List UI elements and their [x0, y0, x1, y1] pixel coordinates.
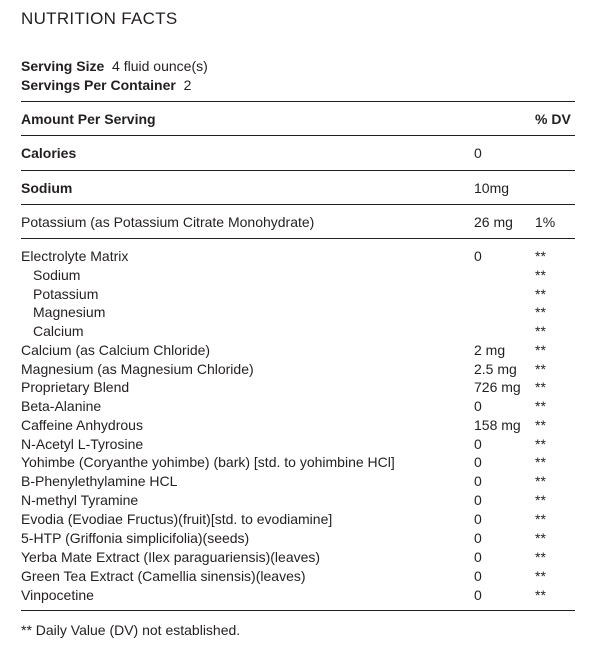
ingredient-name: Potassium	[33, 286, 99, 302]
ingredient-row	[21, 378, 575, 397]
sodium-amount: 10mg	[474, 180, 510, 196]
amount-header-row	[21, 110, 575, 129]
serving-size-value: 4 fluid ounce(s)	[112, 58, 208, 74]
potassium-dv: 1%	[535, 214, 556, 230]
ingredient-name: Beta-Alanine	[21, 398, 102, 414]
ingredient-row	[21, 285, 575, 304]
ingredient-dv: **	[535, 436, 546, 452]
ingredient-amount: 0	[474, 473, 482, 489]
amount-per-serving-label: Amount Per Serving	[21, 111, 156, 127]
ingredient-dv: **	[535, 267, 546, 283]
panel-title: NUTRITION FACTS	[21, 9, 178, 28]
dv-header-label: % DV	[535, 111, 571, 127]
ingredient-dv: **	[535, 248, 546, 264]
ingredient-row	[21, 247, 575, 266]
divider	[21, 204, 575, 205]
ingredient-row	[21, 453, 575, 472]
ingredient-name: Proprietary Blend	[21, 379, 130, 395]
ingredient-name: Calcium (as Calcium Chloride)	[21, 342, 211, 358]
ingredient-name: N-Acetyl L-Tyrosine	[21, 436, 144, 452]
ingredient-dv: **	[535, 417, 546, 433]
ingredient-dv: **	[535, 361, 546, 377]
ingredient-dv: **	[535, 379, 546, 395]
calories-amount: 0	[474, 145, 482, 161]
servings-per-container-line	[21, 76, 208, 95]
ingredient-amount: 0	[474, 436, 482, 452]
ingredient-name: Electrolyte Matrix	[21, 248, 129, 264]
ingredient-amount: 2.5 mg	[474, 361, 517, 377]
ingredient-row	[21, 266, 575, 285]
ingredient-row	[21, 341, 575, 360]
ingredient-name: Yerba Mate Extract (Ilex paraguariensis)(leaves)	[21, 549, 321, 565]
divider	[21, 170, 575, 171]
ingredient-row	[21, 529, 575, 548]
ingredient-dv: **	[535, 587, 546, 603]
ingredient-name: Magnesium	[33, 304, 106, 320]
ingredient-dv: **	[535, 568, 546, 584]
ingredient-row	[21, 548, 575, 567]
ingredient-amount: 0	[474, 511, 482, 527]
footnote: ** Daily Value (DV) not established.	[21, 622, 241, 638]
ingredient-amount: 0	[474, 248, 482, 264]
ingredient-amount: 2 mg	[474, 342, 506, 358]
ingredient-amount: 0	[474, 454, 482, 470]
ingredient-row	[21, 360, 575, 379]
ingredient-dv: **	[535, 511, 546, 527]
ingredient-dv: **	[535, 304, 546, 320]
ingredient-amount: 0	[474, 492, 482, 508]
ingredient-name: Magnesium (as Magnesium Chloride)	[21, 361, 254, 377]
calories-label: Calories	[21, 145, 77, 161]
ingredient-row	[21, 510, 575, 529]
ingredient-amount: 158 mg	[474, 417, 521, 433]
ingredient-name: Calcium	[33, 323, 84, 339]
sodium-row	[21, 179, 575, 198]
ingredient-name: Yohimbe (Coryanthe yohimbe) (bark) [std. to yohimbine HCl]	[21, 454, 395, 470]
calories-row	[21, 144, 575, 163]
potassium-amount: 26 mg	[474, 214, 513, 230]
ingredient-dv: **	[535, 530, 546, 546]
ingredient-name: Vinpocetine	[21, 587, 94, 603]
ingredient-name: Caffeine Anhydrous	[21, 417, 143, 433]
ingredient-dv: **	[535, 342, 546, 358]
ingredient-name: 5-HTP (Griffonia simplicifolia)(seeds)	[21, 530, 250, 546]
ingredient-row	[21, 472, 575, 491]
ingredient-amount: 0	[474, 587, 482, 603]
ingredient-name: Sodium	[33, 267, 81, 283]
ingredient-amount: 0	[474, 549, 482, 565]
ingredient-row	[21, 416, 575, 435]
servings-per-container-value: 2	[183, 77, 192, 93]
ingredient-dv: **	[535, 323, 546, 339]
ingredient-dv: **	[535, 454, 546, 470]
ingredient-amount: 0	[474, 530, 482, 546]
ingredient-row	[21, 586, 575, 605]
potassium-row	[21, 213, 575, 232]
serving-size-label: Serving Size	[21, 58, 105, 74]
ingredient-dv: **	[535, 398, 546, 414]
ingredient-amount: 726 mg	[474, 379, 521, 395]
potassium-label: Potassium (as Potassium Citrate Monohydrate)	[21, 214, 315, 230]
servings-per-container-label: Servings Per Container	[21, 77, 176, 93]
serving-size-line	[21, 57, 208, 76]
sodium-label: Sodium	[21, 180, 73, 196]
ingredient-name: N-methyl Tyramine	[21, 492, 139, 508]
serving-info	[21, 57, 208, 95]
ingredient-dv: **	[535, 473, 546, 489]
ingredient-row	[21, 303, 575, 322]
ingredient-amount: 0	[474, 398, 482, 414]
ingredient-name: B-Phenylethylamine HCL	[21, 473, 178, 489]
divider	[21, 610, 575, 611]
ingredient-name: Green Tea Extract (Camellia sinensis)(leaves)	[21, 568, 306, 584]
divider	[21, 101, 575, 102]
ingredient-row	[21, 435, 575, 454]
ingredient-row	[21, 491, 575, 510]
ingredient-row	[21, 567, 575, 586]
ingredient-amount: 0	[474, 568, 482, 584]
divider	[21, 238, 575, 239]
divider	[21, 135, 575, 136]
ingredient-row	[21, 322, 575, 341]
ingredient-row	[21, 397, 575, 416]
ingredient-dv: **	[535, 492, 546, 508]
ingredient-dv: **	[535, 286, 546, 302]
ingredient-name: Evodia (Evodiae Fructus)(fruit)[std. to evodiamine]	[21, 511, 333, 527]
ingredient-dv: **	[535, 549, 546, 565]
